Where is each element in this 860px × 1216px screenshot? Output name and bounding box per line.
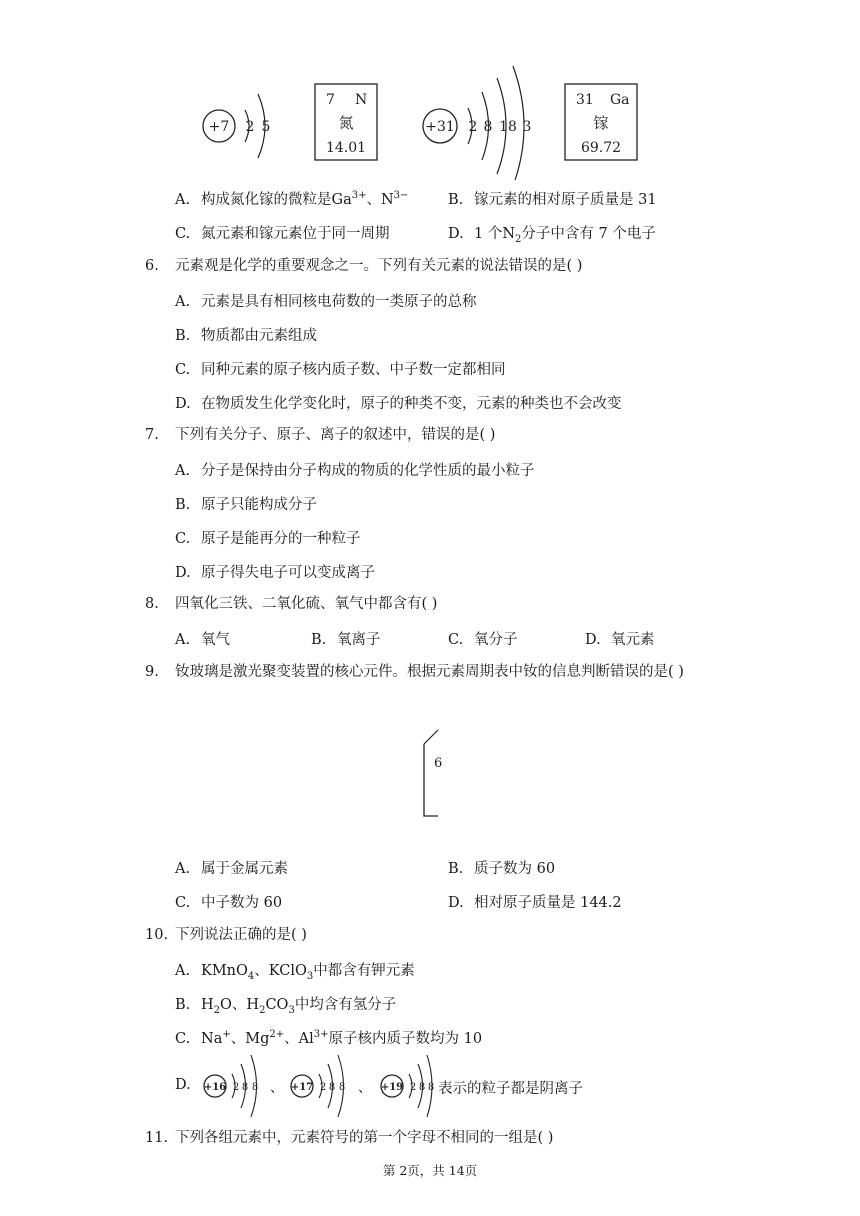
option-label: C. [175, 531, 191, 547]
option-text: Na+、$Mg^{2+}$、$Al^{3+}$原子核内质子数均为 10 [201, 1029, 483, 1047]
question-number: 11. [145, 1130, 169, 1146]
question-number: 8. [145, 596, 159, 612]
q10-option-a[interactable] [175, 959, 415, 982]
svg-text:+16: +16 [203, 1082, 227, 1093]
q5-option-d[interactable] [448, 222, 656, 245]
option-label: B. [311, 632, 327, 648]
option-label: B. [448, 192, 464, 208]
question-text: 下列有关分子、原子、离子的叙述中，错误的是( ) [175, 427, 496, 443]
question-number: 9. [145, 664, 159, 680]
svg-text:8: 8 [251, 1082, 259, 1093]
option-label: B. [448, 861, 464, 877]
option-label: B. [175, 997, 191, 1013]
n-symbol: N [355, 92, 368, 108]
question-number: 10. [145, 927, 169, 943]
q9-option-d[interactable] [448, 891, 622, 912]
question-text: 下列说法正确的是( ) [175, 927, 307, 943]
option-label: D. [448, 226, 464, 242]
q8-option-c[interactable] [448, 628, 518, 649]
option-text: 同种元素的原子核内质子数、中子数一定都相同 [201, 362, 506, 378]
option-text: 中子数为 60 [201, 895, 283, 911]
ga-nucleus: +31 [425, 119, 455, 135]
option-label: D. [448, 895, 464, 911]
svg-text:+17: +17 [290, 1082, 314, 1093]
q9-element-cell-figure [418, 728, 444, 820]
nitrogen-atom-diagram [203, 94, 270, 158]
ga-shell-1: 2 [468, 119, 478, 135]
option-label: A. [175, 632, 191, 648]
n-shell-1: 2 [245, 119, 255, 135]
option-label: C. [175, 362, 191, 378]
q6-option-a[interactable] [175, 290, 477, 311]
option-text: 元素是具有相同核电荷数的一类原子的总称 [201, 294, 477, 310]
q9-option-b[interactable] [448, 857, 555, 878]
option-label: D. [175, 565, 191, 581]
q9-option-c[interactable] [175, 891, 282, 912]
question-number: 6. [145, 258, 159, 274]
option-label: C. [448, 632, 464, 648]
option-text: 1 个$N_2$分子中含有 7 个电子 [474, 226, 656, 245]
q6-option-c[interactable] [175, 358, 506, 379]
option-text: 质子数为 60 [474, 861, 556, 877]
page-footer: 第 2页，共 14页 [382, 1163, 478, 1178]
ga-name: 镓 [593, 114, 609, 132]
question-number: 7. [145, 427, 159, 443]
ga-shell-2: 8 [483, 119, 493, 135]
svg-text:8: 8 [418, 1082, 426, 1093]
option-text: 镓元素的相对原子质量是 31 [474, 192, 657, 208]
option-label: D. [175, 1077, 191, 1093]
q6-option-b[interactable] [175, 324, 317, 345]
q8-option-b[interactable] [311, 628, 381, 649]
nitrogen-element-cell [315, 84, 377, 160]
n-shell-2: 5 [261, 119, 271, 135]
option-text: 原子是能再分的一种粒子 [201, 531, 361, 547]
option-label: B. [175, 328, 191, 344]
option-label: A. [175, 463, 191, 479]
gallium-atom-diagram [423, 66, 531, 180]
option-text: 氧气 [201, 632, 230, 648]
q9-option-a[interactable] [175, 857, 288, 878]
q10-option-c[interactable] [175, 1027, 482, 1048]
question-text: 钕玻璃是激光聚变装置的核心元件。根据元素周期表中钕的信息判断错误的是( ) [175, 664, 684, 680]
option-text: $H_2O$、$H_2CO_3$中均含有氢分子 [201, 997, 397, 1016]
q5-option-a[interactable] [175, 188, 408, 209]
svg-text:+19: +19 [380, 1082, 404, 1093]
option-text: 氮元素和镓元素位于同一周期 [201, 226, 390, 242]
option-text: 属于金属元素 [201, 861, 288, 877]
option-text: 分子是保持由分子构成的物质的化学性质的最小粒子 [201, 463, 535, 479]
n-mass: 14.01 [325, 140, 367, 156]
option-text: 氧元素 [611, 632, 655, 648]
ga-shell-4: 3 [522, 119, 532, 135]
ion-diagram-s [204, 1055, 258, 1117]
svg-text:8: 8 [241, 1082, 249, 1093]
q5-option-c[interactable] [175, 222, 390, 243]
n-name: 氮 [338, 114, 354, 132]
svg-text:8: 8 [427, 1082, 435, 1093]
q7-option-d[interactable] [175, 561, 375, 582]
option-text: 相对原子质量是 144.2 [474, 895, 622, 911]
q7-option-a[interactable] [175, 459, 535, 480]
option-label: A. [175, 963, 191, 979]
top-figure [190, 62, 650, 180]
ga-symbol: Ga [610, 92, 630, 108]
svg-text:8: 8 [328, 1082, 336, 1093]
option-text: 物质都由元素组成 [201, 328, 317, 344]
n-nucleus: +7 [208, 119, 230, 135]
option-text: 在物质发生化学变化时，原子的种类不变，元素的种类也不会改变 [201, 396, 622, 412]
ion-separator: 、 [270, 1080, 284, 1096]
svg-text:8: 8 [338, 1082, 346, 1093]
question-text: 下列各组元素中，元素符号的第一个字母不相同的一组是( ) [175, 1130, 554, 1146]
q7-option-c[interactable] [175, 527, 361, 548]
ga-atomic-number: 31 [576, 92, 594, 108]
option-text: 氧离子 [337, 632, 381, 648]
option-label: C. [175, 1031, 191, 1047]
gallium-element-cell [565, 84, 637, 160]
option-label: D. [175, 396, 191, 412]
option-text: 原子得失电子可以变成离子 [201, 565, 375, 581]
option-label: A. [175, 861, 191, 877]
q10-option-b[interactable] [175, 993, 396, 1016]
ga-mass: 69.72 [580, 140, 622, 156]
option-text: 构成氮化镓的微粒是$Ga^{3+}$、$N^{3-}$ [201, 190, 409, 208]
option-text: 氧分子 [474, 632, 518, 648]
option-label: B. [175, 497, 191, 513]
svg-text:2: 2 [319, 1082, 327, 1093]
option-label: A. [175, 294, 191, 310]
question-text: 元素观是化学的重要观念之一。下列有关元素的说法错误的是( ) [175, 258, 583, 274]
n-atomic-number: 7 [326, 92, 335, 108]
q8-option-d[interactable] [585, 628, 655, 649]
q5-option-b[interactable] [448, 188, 657, 209]
q10-ion-diagrams [198, 1052, 438, 1120]
q9-figure-fragment: 6 [434, 756, 443, 771]
q6-option-d[interactable] [175, 392, 622, 413]
q7-option-b[interactable] [175, 493, 317, 514]
svg-text:2: 2 [409, 1082, 417, 1093]
option-label: C. [175, 226, 191, 242]
option-label: C. [175, 895, 191, 911]
ion-separator: 、 [358, 1080, 372, 1096]
option-text: KMnO$_4$、KClO$_3$中都含有钾元素 [201, 963, 415, 982]
svg-text:2: 2 [232, 1082, 240, 1093]
option-text: 原子只能构成分子 [201, 497, 317, 513]
option-label: A. [175, 192, 191, 208]
question-text: 四氧化三铁、二氧化硫、氧气中都含有( ) [175, 596, 438, 612]
ga-shell-3: 18 [499, 119, 517, 135]
ion-diagram-k [381, 1055, 434, 1117]
ion-diagram-cl [291, 1055, 345, 1117]
q8-option-a[interactable] [175, 628, 230, 649]
q10-option-d-text: 表示的粒子都是阴离子 [438, 1081, 583, 1097]
option-label: D. [585, 632, 601, 648]
